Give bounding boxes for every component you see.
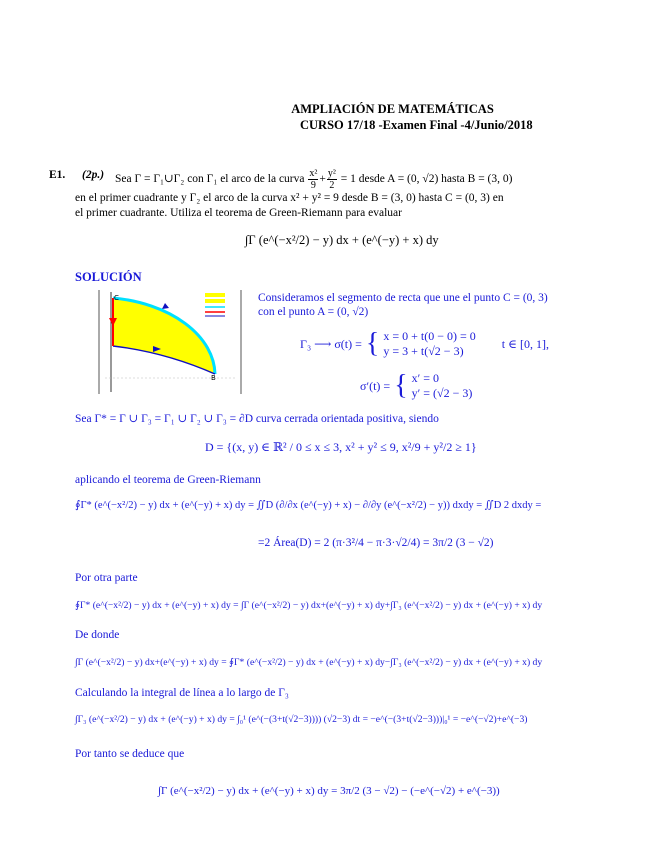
frac-x2-9: $\frac{\text{x²}}{9}$ [309,168,318,191]
final-result: ∫Γ (e^(−x²/2) − y) dx + (e^(−y) + x) dy = 3π/2 (3 − √2) − (−e^(−√2) + e^(−3)) [158,785,500,797]
isolate-line: ∫Γ (e^(−x²/2) − y) dx+(e^(−y) + x) dy = ∮Γ* (e^(−x²/2) − y) dx + (e^(−y) + x) dy−∫Γ₃ (e^(−x²/2) − y) dx + (e^(−y) + x) dy [75,657,543,668]
solution-heading: SOLUCIÓN [75,270,142,284]
param-lhs: Γ₃ ⟶ σ(t) = [300,336,362,351]
legend-fill-swatch-2 [205,299,225,303]
tanto-line: Por tanto se deduce que [75,748,185,760]
problem-line1: Sea Γ = Γ₁∪Γ₂ con Γ₁ el arco de la curva $\frac{\text{x²}}{9}$ + $\frac{\text{y²}}{2}$ = 1 desde A = (0, √2) hasta B = (3, 0) [115,168,513,191]
sea-line: Sea Γ* = Γ ∪ Γ₃ = Γ₁ ∪ Γ₂ ∪ Γ₃ = ∂D curva cerrada orientada positiva, siendo [75,413,439,425]
exam-subtitle: CURSO 17/18 -Examen Final -4/Junio/2018 [300,118,533,132]
point-b-label: B [211,374,216,382]
legend-fill-swatch [205,293,225,297]
deriv-y: y′ = (√2 − 3) [411,386,473,400]
frac-y2-2: $\frac{\text{y²}}{2}$ [327,168,336,191]
region-figure [95,288,245,396]
aplicando-line: aplicando el teorema de Green-Riemann [75,474,261,486]
parametrization [300,327,549,361]
problem-label: E1. [49,169,66,181]
param-y: y = 3 + t(√2 − 3) [383,344,464,358]
problem-points: (2p.) [82,169,105,181]
split-line: ∮Γ* (e^(−x²/2) − y) dx + (e^(−y) + x) dy = ∫Γ (e^(−x²/2) − y) dx+(e^(−y) + x) dy+∫Γ₃ (e^(−x²/2) − y) dx + (e^(−y) + x) dy [75,600,543,611]
exam-title: AMPLIACIÓN DE MATEMÁTICAS [291,102,494,116]
deriv-x: x′ = 0 [411,371,440,385]
param-x: x = 0 + t(0 − 0) = 0 [383,329,476,343]
intro-line2: con el punto A = (0, √2) [258,306,369,318]
derivative [360,369,472,403]
problem-line1-text: Sea Γ = Γ₁∪Γ₂ con Γ₁ el arco de la curva [115,173,305,186]
problem-line3: el primer cuadrante. Utiliza el teorema de Green-Riemann para evaluar [75,207,402,219]
deriv-lhs: σ′(t) = [360,378,391,393]
green-line1: ∮Γ* (e^(−x²/2) − y) dx + (e^(−y) + x) dy = ∬D (∂/∂x (e^(−y) + x) − ∂/∂y (e^(−x²/2) − y)) dxdy = ∬D 2 dxdy = [75,500,542,511]
intro-line1: Consideramos el segmento de recta que une el punto C = (0, 3) [258,292,548,304]
point-c-label: C [114,294,119,302]
problem-line2: en el primer cuadrante y Γ₂ el arco de la curva x² + y² = 9 desde B = (3, 0) hasta C = (0, 3) en [75,192,504,204]
param-range: t ∈ [0, 1], [501,336,549,351]
green-line2: =2 Área(D) = 2 (π·3²/4 − π·3·√2/4) = 3π/2 (3 − √2) [258,537,494,549]
problem-line1-tail: = 1 desde A = (0, √2) hasta B = (3, 0) [340,173,513,186]
domain-def: D = {(x, y) ∈ ℝ² / 0 ≤ x ≤ 3, x² + y² ≤ 9, x²/9 + y²/2 ≥ 1} [205,440,477,454]
line-integral: ∫Γ₃ (e^(−x²/2) − y) dx + (e^(−y) + x) dy = ∫₀¹ (e^(−(3+t(√2−3)))) (√2−3) dt = −e^(−(3+t(√2−3)))|₀¹ = −e^(−√2)+e^(−3) [75,714,528,725]
param-brace: { [365,328,380,359]
problem-integral: ∫Γ (e^(−x²/2) − y) dx + (e^(−y) + x) dy [245,233,439,247]
deriv-cases [412,371,473,401]
calc-line: Calculando la integral de línea a lo largo de Γ₃ [75,687,289,699]
param-cases [383,329,475,359]
otra-line: Por otra parte [75,572,138,584]
deriv-brace: { [394,370,408,401]
donde-line: De donde [75,629,120,641]
